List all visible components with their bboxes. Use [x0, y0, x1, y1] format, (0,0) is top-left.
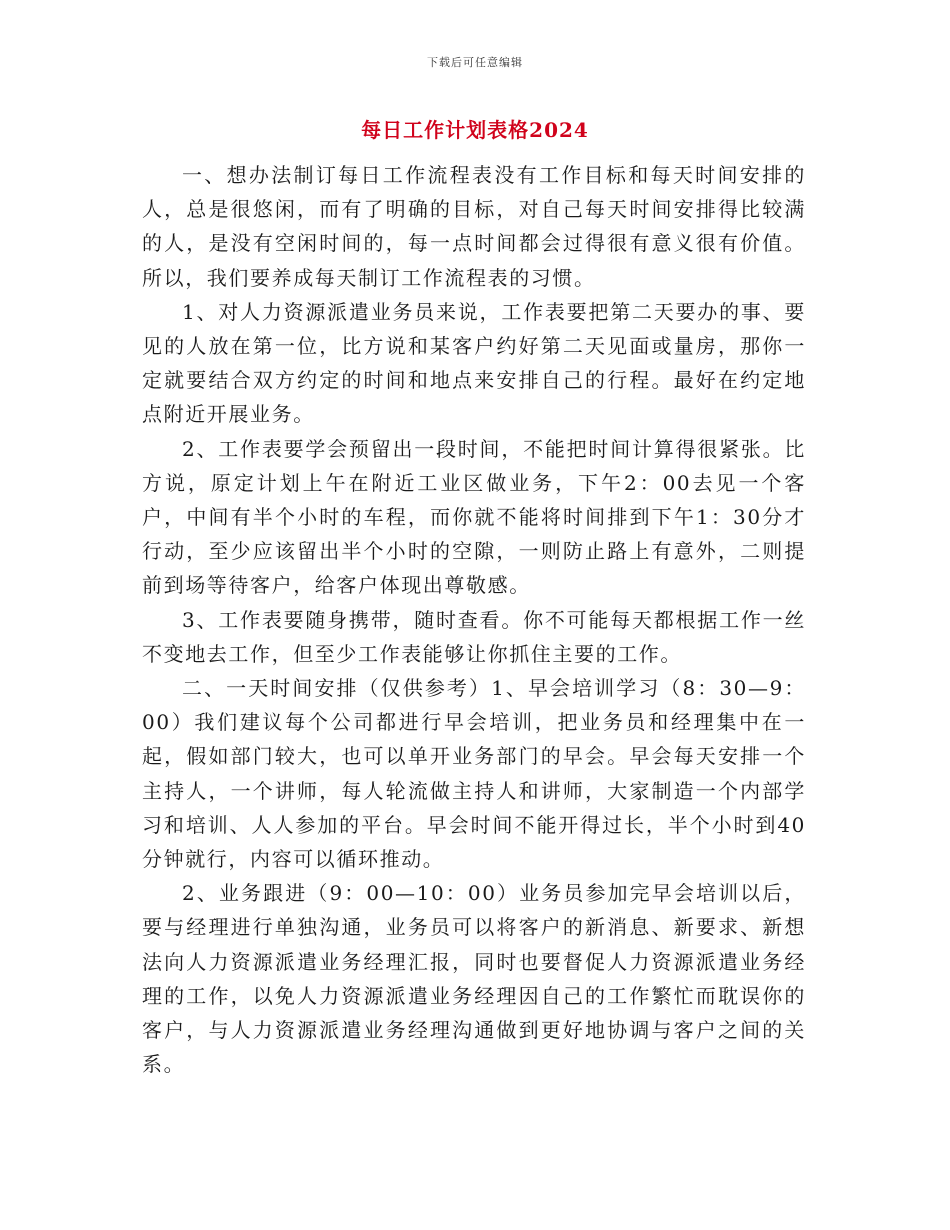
document-body [142, 158, 806, 1081]
paragraph-schedule-1: 二、一天时间安排（仅供参考）1、早会培训学习（8：30—9：00）我们建议每个公司都进行早会培训，把业务员和经理集中在一起，假如部门较大，也可以单开业务部门的早会。早会每天安排一个主持人，一个讲师，每人轮流做主持人和讲师，大家制造一个内部学习和培训、人人参加的平台。早会时间不能开得过长，半个小时到40分钟就行，内容可以循环推动。 [142, 676, 806, 872]
document-title: 每日工作计划表格2024 [361, 118, 589, 142]
header-note: 下载后可任意编辑 [427, 56, 523, 69]
paragraph-point-3: 3、工作表要随身携带，随时查看。你不可能每天都根据工作一丝不变地去工作，但至少工作表能够让你抓住主要的工作。 [142, 607, 806, 666]
paragraph-intro: 一、想办法制订每日工作流程表没有工作目标和每天时间安排的人，总是很悠闲，而有了明确的目标，对自己每天时间安排得比较满的人，是没有空闲时间的，每一点时间都会过得很有意义很有价值。所以，我们要养成每天制订工作流程表的习惯。 [142, 163, 806, 290]
paragraph-point-2: 2、工作表要学会预留出一段时间，不能把时间计算得很紧张。比方说，原定计划上午在附近工业区做业务，下午2：00去见一个客户，中间有半个小时的车程，而你就不能将时间排到下午1：30分才行动，至少应该留出半个小时的空隙，一则防止路上有意外，二则提前到场等待客户，给客户体现出尊敬感。 [142, 436, 806, 598]
paragraph-schedule-2: 2、业务跟进（9：00—10：00）业务员参加完早会培训以后，要与经理进行单独沟通，业务员可以将客户的新消息、新要求、新想法向人力资源派遣业务经理汇报，同时也要督促人力资源派遣业务经理的工作，以免人力资源派遣业务经理因自己的工作繁忙而耽误你的客户，与人力资源派遣业务经理沟通做到更好地协调与客户之间的关系。 [142, 881, 806, 1077]
paragraph-point-1: 1、对人力资源派遣业务员来说，工作表要把第二天要办的事、要见的人放在第一位，比方说和某客户约好第二天见面或量房，那你一定就要结合双方约定的时间和地点来安排自己的行程。最好在约定地点附近开展业务。 [142, 299, 806, 427]
